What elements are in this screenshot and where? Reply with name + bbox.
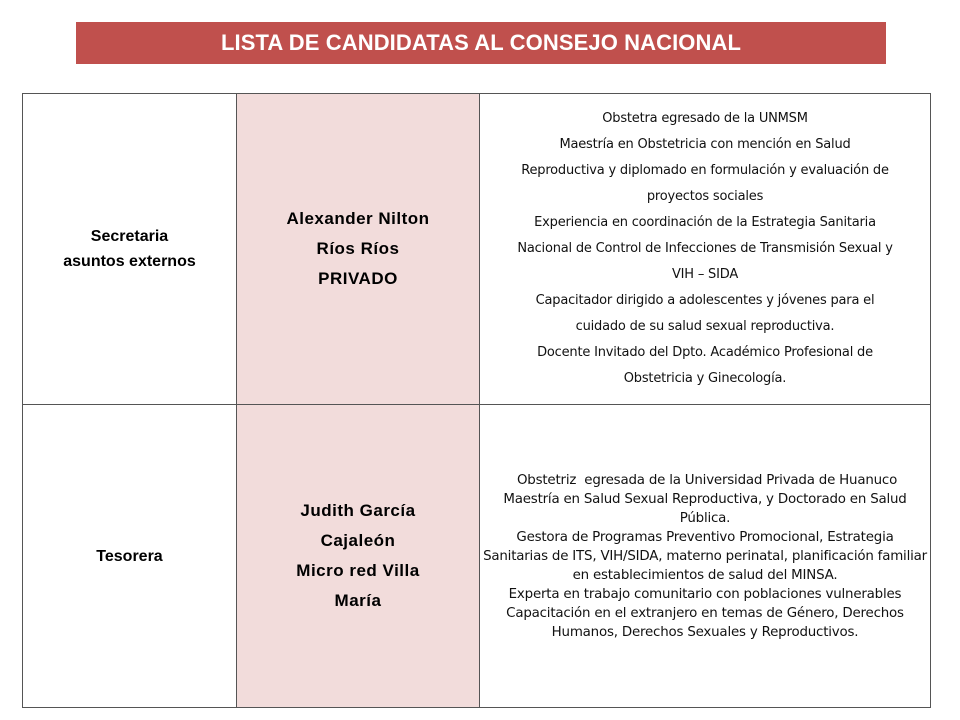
description-line: Reproductiva y diplomado en formulación y evaluación de [521, 163, 889, 178]
role-cell [23, 405, 237, 708]
description-cell [480, 405, 931, 708]
candidate-name-line: Micro red Villa [296, 561, 420, 580]
candidate-name-line: Ríos Ríos [316, 239, 400, 258]
description-line: Maestría en Obstetricia con mención en Salud [559, 137, 851, 152]
description-line: Obstetriz egresada de la Universidad Privada de Huanuco [512, 472, 898, 488]
candidates-table [22, 93, 931, 708]
role-line: asuntos externos [63, 253, 196, 270]
description-line: Obstetricia y Ginecología. [623, 371, 787, 386]
description-cell [480, 94, 931, 405]
description-line: Experta en trabajo comunitario con poblaciones vulnerables [508, 586, 902, 602]
description-line: proyectos sociales [646, 189, 764, 204]
description-line: Experiencia en coordinación de la Estrategia Sanitaria [534, 215, 876, 230]
description-line: VIH – SIDA [671, 267, 739, 282]
table-row [23, 94, 931, 405]
description-line: Nacional de Control de Infecciones de Transmisión Sexual y [517, 241, 893, 256]
description-line: Obstetra egresado de la UNMSM [602, 111, 808, 126]
role-line: Tesorera [96, 547, 163, 565]
candidate-name-line: Judith García [300, 501, 416, 520]
candidate-name-line: Cajaleón [320, 531, 396, 550]
page-title: LISTA DE CANDIDATAS AL CONSEJO NACIONAL [76, 22, 886, 64]
description-line: cuidado de su salud sexual reproductiva. [575, 319, 835, 334]
description-line: Gestora de Programas Preventivo Promocional, Estrategia Sanitarias de ITS, VIH/SIDA, materno perinatal, planificación familiar en establecimientos de salud del MINSA. [483, 529, 927, 583]
description-line: Capacitación en el extranjero en temas de Género, Derechos Humanos, Derechos Sexuales y Reproductivos. [506, 605, 904, 640]
role-cell [23, 94, 237, 405]
candidate-name-line: PRIVADO [318, 269, 398, 288]
description-line: Maestría en Salud Sexual Reproductiva, y Doctorado en Salud Pública. [503, 491, 907, 526]
candidate-name-cell [237, 405, 480, 708]
table-row [23, 405, 931, 708]
description-line: Capacitador dirigido a adolescentes y jóvenes para el [535, 293, 875, 308]
role-line: Secretaria [90, 228, 169, 245]
candidate-name-cell [237, 94, 480, 405]
candidate-name-line: Alexander Nilton [286, 209, 430, 228]
candidate-name-line: María [334, 591, 382, 610]
description-line: Docente Invitado del Dpto. Académico Profesional de [537, 345, 873, 360]
